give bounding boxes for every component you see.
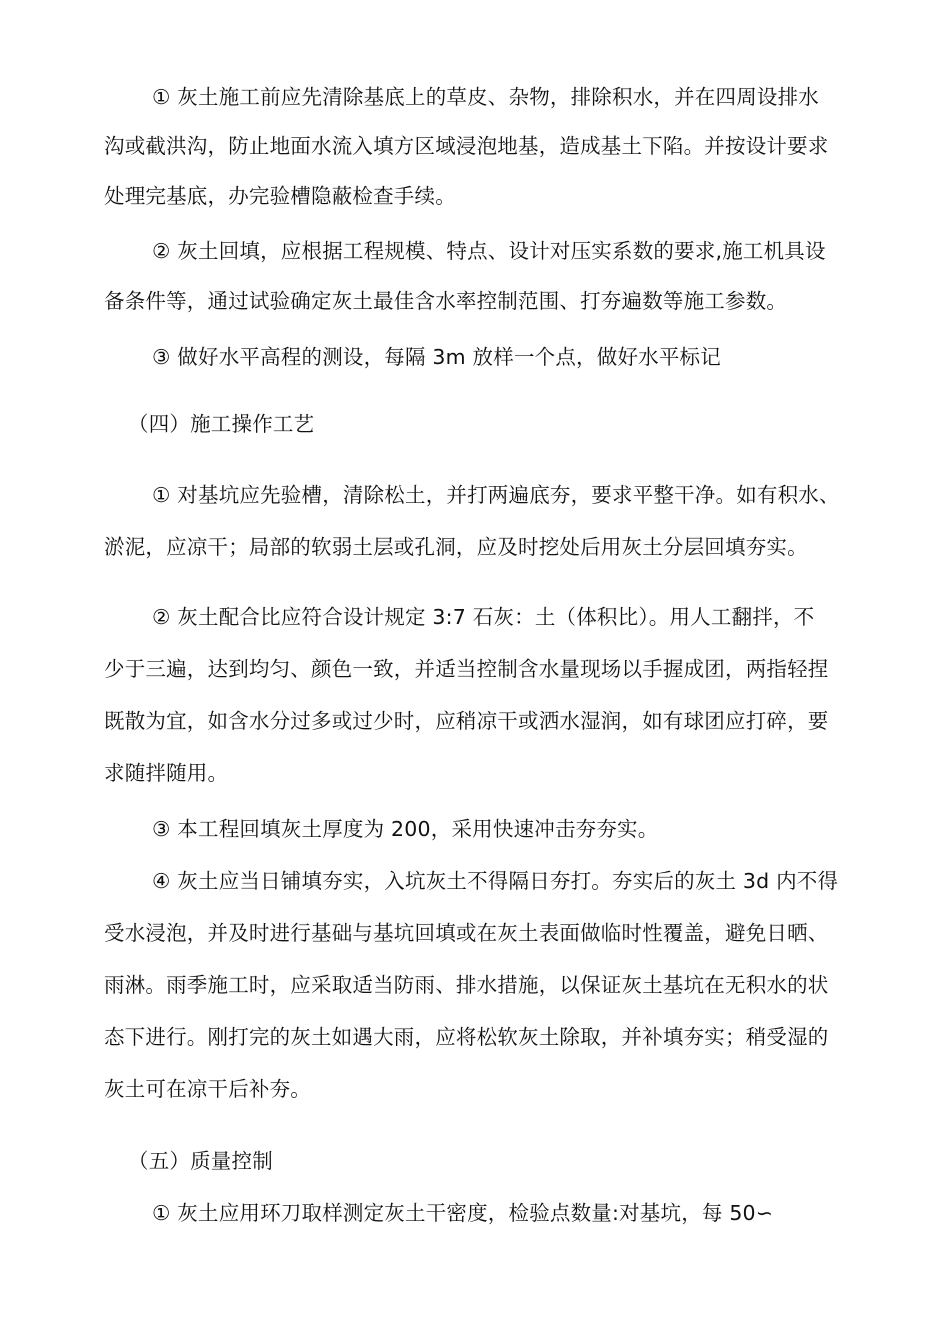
paragraph-line: 灰土可在凉干后补夯。 (104, 1077, 311, 1101)
paragraph-line: ④ 灰土应当日铺填夯实，入坑灰土不得隔日夯打。夯实后的灰土 3d 内不得 (152, 869, 839, 893)
paragraph-line: 雨淋。雨季施工时，应采取适当防雨、排水措施，以保证灰土基坑在无积水的状 (104, 973, 829, 997)
paragraph-line: ③ 本工程回填灰土厚度为 200，采用快速冲击夯夯实。 (152, 817, 659, 841)
paragraph-line: ① 灰土施工前应先清除基底上的草皮、杂物，排除积水，并在四周设排水 (152, 85, 819, 109)
paragraph-line: 备条件等，通过试验确定灰土最佳含水率控制范围、打夯遍数等施工参数。 (104, 289, 788, 313)
paragraph-line: ② 灰土回填，应根据工程规模、特点、设计对压实系数的要求,施工机具设 (152, 239, 826, 263)
paragraph-line: 少于三遍，达到均匀、颜色一致，并适当控制含水量现场以手握成团，两指轻捏 (104, 657, 829, 681)
paragraph-line: 受水浸泡，并及时进行基础与基坑回填或在灰土表面做临时性覆盖，避免日晒、 (104, 921, 829, 945)
paragraph-line: ① 灰土应用环刀取样测定灰土干密度，检验点数量:对基坑，每 50∽ (152, 1201, 774, 1225)
paragraph-line: ② 灰土配合比应符合设计规定 3:7 石灰：土（体积比）。用人工翻拌，不 (152, 605, 815, 629)
paragraph-line: 淤泥，应凉干；局部的软弱土层或孔洞，应及时挖处后用灰土分层回填夯实。 (104, 535, 808, 559)
paragraph-line: ③ 做好水平高程的测设，每隔 3m 放样一个点，做好水平标记 (152, 345, 721, 369)
paragraph-line: 沟或截洪沟，防止地面水流入填方区域浸泡地基，造成基土下陷。并按设计要求 (104, 134, 829, 158)
paragraph-line: 既散为宜，如含水分过多或过少时，应稍凉干或洒水湿润，如有球团应打碎，要 (104, 709, 829, 733)
paragraph-line: ① 对基坑应先验槽，清除松土，并打两遍底夯，要求平整干净。如有积水、 (152, 483, 840, 507)
section-heading: （四）施工操作工艺 (128, 412, 315, 436)
section-heading: （五）质量控制 (128, 1149, 273, 1173)
paragraph-line: 求随拌随用。 (104, 761, 229, 785)
paragraph-line: 态下进行。刚打完的灰土如遇大雨，应将松软灰土除取，并补填夯实；稍受湿的 (104, 1025, 829, 1049)
paragraph-line: 处理完基底，办完验槽隐蔽检查手续。 (104, 184, 456, 208)
